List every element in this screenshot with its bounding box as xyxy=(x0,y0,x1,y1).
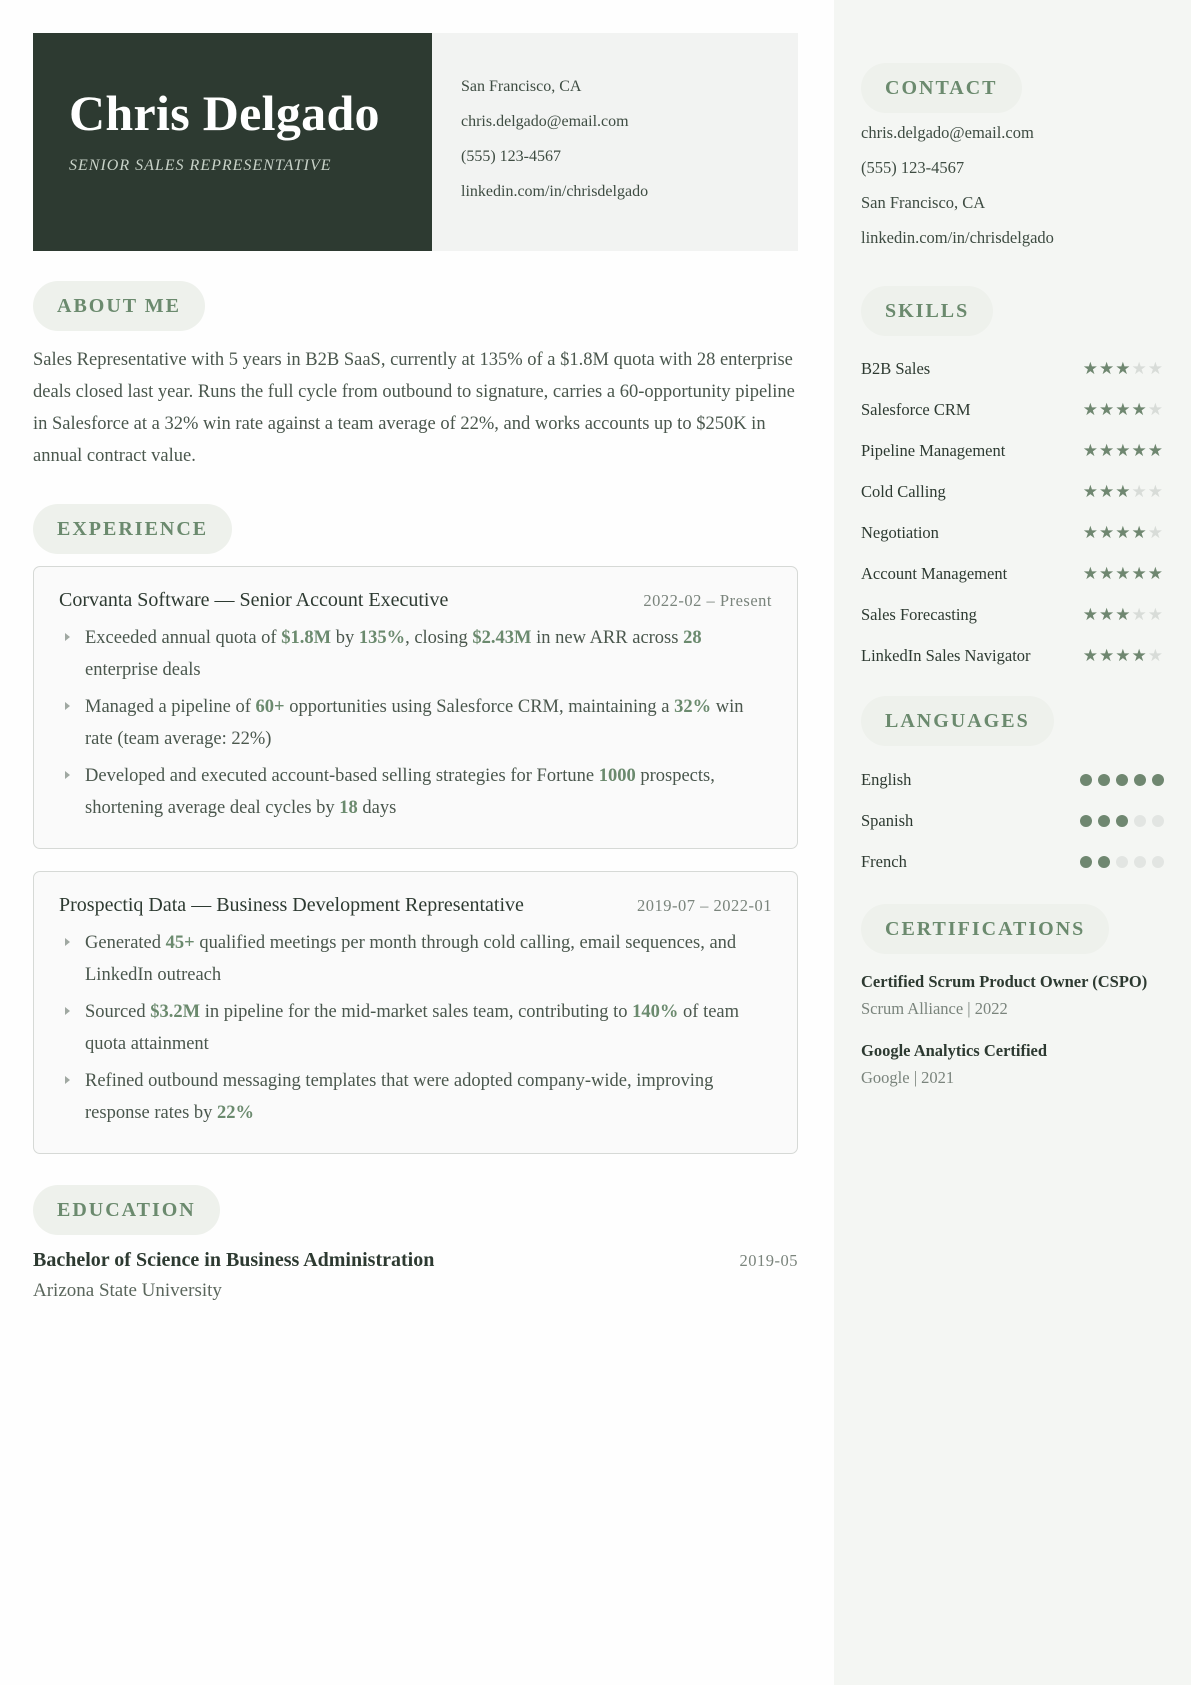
level-dot-icon xyxy=(1098,774,1110,786)
language-name: French xyxy=(861,851,907,871)
skill-name: Salesforce CRM xyxy=(861,399,971,419)
star-icon: ★ xyxy=(1131,604,1148,624)
education-heading: EDUCATION xyxy=(33,1185,220,1235)
highlight-figure: 28 xyxy=(683,628,702,648)
contact-linkedin[interactable]: linkedin.com/in/chrisdelgado xyxy=(861,228,1054,247)
skill-row xyxy=(861,635,1164,676)
header-phone[interactable]: (555) 123-4567 xyxy=(461,148,561,165)
star-icon: ★ xyxy=(1082,522,1099,542)
skill-rating xyxy=(1083,359,1164,379)
star-icon: ★ xyxy=(1131,358,1148,378)
about-heading: ABOUT ME xyxy=(33,281,205,331)
star-icon: ★ xyxy=(1082,358,1099,378)
highlight-figure: 22% xyxy=(217,1103,255,1123)
star-icon: ★ xyxy=(1131,563,1148,583)
certification-name: Google Analytics Certified xyxy=(861,1041,1048,1060)
bullet-text: Exceeded annual quota of xyxy=(85,628,282,648)
certification-meta: Google | 2021 xyxy=(861,1068,955,1087)
header-location: San Francisco, CA xyxy=(461,78,582,95)
language-row xyxy=(861,841,1164,882)
contact-phone[interactable]: (555) 123-4567 xyxy=(861,158,965,177)
skill-row xyxy=(861,512,1164,553)
skills-heading: SKILLS xyxy=(861,286,993,336)
highlight-figure: 60+ xyxy=(255,697,285,717)
highlight-figure: $2.43M xyxy=(472,628,532,648)
star-icon: ★ xyxy=(1147,440,1164,460)
star-icon: ★ xyxy=(1099,481,1116,501)
job-title: Corvanta Software — Senior Account Executive xyxy=(59,589,449,611)
star-icon: ★ xyxy=(1115,399,1132,419)
bullet-text: Sourced xyxy=(85,1002,151,1022)
star-icon: ★ xyxy=(1147,645,1164,665)
language-row xyxy=(861,800,1164,841)
star-icon: ★ xyxy=(1147,481,1164,501)
candidate-name: Chris Delgado xyxy=(69,85,380,141)
star-icon: ★ xyxy=(1082,645,1099,665)
highlight-figure: 1000 xyxy=(598,766,636,786)
bullet-text: of team quota attainment xyxy=(85,1002,740,1054)
star-icon: ★ xyxy=(1099,563,1116,583)
skill-rating xyxy=(1083,564,1164,584)
certification-item xyxy=(861,1039,1164,1088)
bullet-text: Managed a pipeline of xyxy=(85,697,256,717)
skill-row xyxy=(861,348,1164,389)
star-icon: ★ xyxy=(1147,358,1164,378)
skill-rating xyxy=(1083,441,1164,461)
job-title: Prospectiq Data — Business Development Representative xyxy=(59,894,524,916)
star-icon: ★ xyxy=(1099,358,1116,378)
star-icon: ★ xyxy=(1115,604,1132,624)
bullet-text: Developed and executed account-based selling strategies for Fortune xyxy=(85,766,599,786)
highlight-figure: 45+ xyxy=(165,933,195,953)
skill-rating xyxy=(1083,605,1164,625)
edu-degree: Bachelor of Science in Business Administration xyxy=(33,1249,435,1271)
bullet-text: opportunities using Salesforce CRM, maintaining a xyxy=(284,697,675,717)
level-dot-icon xyxy=(1134,815,1146,827)
highlight-figure: $1.8M xyxy=(281,628,332,648)
star-icon: ★ xyxy=(1131,522,1148,542)
skill-name: Sales Forecasting xyxy=(861,604,977,624)
sidebar xyxy=(834,0,1191,1685)
language-row xyxy=(861,759,1164,800)
job-date: 2019-07 – 2022-01 xyxy=(637,896,772,915)
header-email[interactable]: chris.delgado@email.com xyxy=(461,113,629,130)
star-icon: ★ xyxy=(1099,645,1116,665)
main-column xyxy=(33,33,798,1302)
skill-name: Negotiation xyxy=(861,522,939,542)
level-dot-icon xyxy=(1080,774,1092,786)
header-contact xyxy=(432,33,798,251)
bullet-text: , closing xyxy=(405,628,473,648)
skill-rating xyxy=(1083,646,1164,666)
skill-name: Cold Calling xyxy=(861,481,946,501)
skill-rating xyxy=(1083,482,1164,502)
star-icon: ★ xyxy=(1115,522,1132,542)
certification-name: Certified Scrum Product Owner (CSPO) xyxy=(861,972,1148,991)
certifications-heading: CERTIFICATIONS xyxy=(861,904,1109,954)
skill-row xyxy=(861,430,1164,471)
job-bullet xyxy=(59,691,772,755)
star-icon: ★ xyxy=(1115,481,1132,501)
star-icon: ★ xyxy=(1082,440,1099,460)
job-card xyxy=(33,871,798,1154)
bullet-text: days xyxy=(357,798,397,818)
star-icon: ★ xyxy=(1082,481,1099,501)
edu-date: 2019-05 xyxy=(739,1251,798,1270)
skill-row xyxy=(861,389,1164,430)
level-dot-icon xyxy=(1116,774,1128,786)
job-bullet xyxy=(59,1065,772,1129)
job-bullet xyxy=(59,927,772,991)
level-dot-icon xyxy=(1134,774,1146,786)
level-dot-icon xyxy=(1116,815,1128,827)
edu-school: Arizona State University xyxy=(33,1280,222,1301)
star-icon: ★ xyxy=(1115,563,1132,583)
language-level xyxy=(1080,856,1164,868)
star-icon: ★ xyxy=(1131,481,1148,501)
bullet-text: prospects, shortening average deal cycles by xyxy=(85,766,715,818)
skill-row xyxy=(861,471,1164,512)
job-bullet xyxy=(59,996,772,1060)
star-icon: ★ xyxy=(1082,399,1099,419)
job-card xyxy=(33,566,798,849)
job-date: 2022-02 – Present xyxy=(643,591,772,610)
level-dot-icon xyxy=(1134,856,1146,868)
bullet-text: enterprise deals xyxy=(85,660,201,680)
language-name: Spanish xyxy=(861,810,914,830)
star-icon: ★ xyxy=(1147,399,1164,419)
level-dot-icon xyxy=(1080,856,1092,868)
star-icon: ★ xyxy=(1147,522,1164,542)
job-bullet xyxy=(59,760,772,824)
language-level xyxy=(1080,774,1164,786)
skill-name: B2B Sales xyxy=(861,358,931,378)
star-icon: ★ xyxy=(1147,604,1164,624)
contact-heading: CONTACT xyxy=(861,63,1022,113)
skill-name: Account Management xyxy=(861,563,1008,583)
resume-header xyxy=(33,33,798,251)
about-text: Sales Representative with 5 years in B2B SaaS, currently at 135% of a $1.8M quota with 28 enterprise deals closed last year. Runs the full cycle from outbound to signature, carries a 60-opportunity pipeline in Salesforce at a 32% win rate against a team average of 22%, and works accounts up to $250K in annual contract value. xyxy=(33,350,795,466)
star-icon: ★ xyxy=(1082,563,1099,583)
skill-rating xyxy=(1083,523,1164,543)
star-icon: ★ xyxy=(1099,522,1116,542)
name-block xyxy=(33,33,432,251)
star-icon: ★ xyxy=(1115,645,1132,665)
star-icon: ★ xyxy=(1099,604,1116,624)
star-icon: ★ xyxy=(1131,399,1148,419)
job-bullets xyxy=(59,622,772,824)
level-dot-icon xyxy=(1080,815,1092,827)
star-icon: ★ xyxy=(1131,440,1148,460)
star-icon: ★ xyxy=(1131,645,1148,665)
languages-list xyxy=(861,759,1164,882)
bullet-text: Refined outbound messaging templates that were adopted company-wide, improving response rates by xyxy=(85,1071,714,1123)
star-icon: ★ xyxy=(1147,563,1164,583)
candidate-role: SENIOR SALES REPRESENTATIVE xyxy=(69,157,332,174)
highlight-figure: 135% xyxy=(358,628,406,648)
skill-name: Pipeline Management xyxy=(861,440,1006,460)
language-level xyxy=(1080,815,1164,827)
star-icon: ★ xyxy=(1082,604,1099,624)
highlight-figure: 18 xyxy=(339,798,358,818)
star-icon: ★ xyxy=(1115,358,1132,378)
certification-meta: Scrum Alliance | 2022 xyxy=(861,999,1008,1018)
job-bullets xyxy=(59,927,772,1129)
highlight-figure: 32% xyxy=(674,697,712,717)
job-bullet xyxy=(59,622,772,686)
level-dot-icon xyxy=(1152,815,1164,827)
languages-heading: LANGUAGES xyxy=(861,696,1054,746)
bullet-text: in new ARR across xyxy=(531,628,684,648)
star-icon: ★ xyxy=(1099,440,1116,460)
skill-rating xyxy=(1083,400,1164,420)
skill-row xyxy=(861,553,1164,594)
contact-location: San Francisco, CA xyxy=(861,193,986,212)
level-dot-icon xyxy=(1098,815,1110,827)
experience-heading: EXPERIENCE xyxy=(33,504,232,554)
skill-row xyxy=(861,594,1164,635)
star-icon: ★ xyxy=(1099,399,1116,419)
bullet-text: by xyxy=(331,628,359,648)
bullet-text: qualified meetings per month through cold calling, email sequences, and LinkedIn outreach xyxy=(85,933,737,985)
level-dot-icon xyxy=(1098,856,1110,868)
bullet-text: win rate (team average: 22%) xyxy=(85,697,744,749)
highlight-figure: 140% xyxy=(632,1002,679,1022)
level-dot-icon xyxy=(1152,856,1164,868)
contact-email[interactable]: chris.delgado@email.com xyxy=(861,123,1034,142)
bullet-text: in pipeline for the mid-market sales team, contributing to xyxy=(200,1002,633,1022)
star-icon: ★ xyxy=(1115,440,1132,460)
contact-list xyxy=(861,121,1164,261)
bullet-text: Generated xyxy=(85,933,166,953)
certification-item xyxy=(861,970,1164,1019)
level-dot-icon xyxy=(1116,856,1128,868)
language-name: English xyxy=(861,769,912,789)
highlight-figure: $3.2M xyxy=(150,1002,201,1022)
level-dot-icon xyxy=(1152,774,1164,786)
certifications-list xyxy=(861,970,1164,1088)
skill-name: LinkedIn Sales Navigator xyxy=(861,645,1031,665)
skills-list xyxy=(861,348,1164,676)
header-linkedin[interactable]: linkedin.com/in/chrisdelgado xyxy=(461,183,649,200)
